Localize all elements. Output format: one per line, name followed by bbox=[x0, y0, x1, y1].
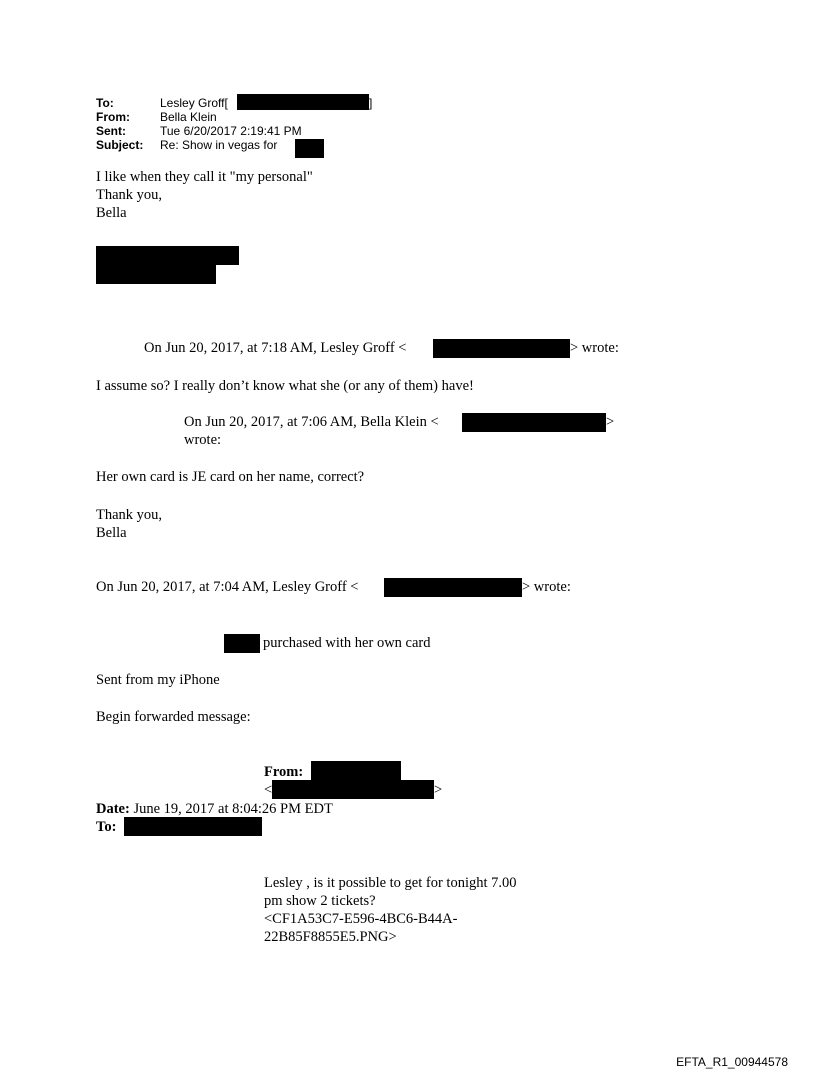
subject-label: Subject: bbox=[96, 138, 144, 152]
reply-signature: Bella bbox=[96, 205, 127, 221]
to-close-bracket: ] bbox=[369, 96, 373, 110]
quote-signature: Thank you, bbox=[96, 507, 163, 523]
from-value: Bella Klein bbox=[160, 110, 217, 124]
sent-from-line: Sent from my iPhone bbox=[96, 672, 220, 688]
quote-header: On Jun 20, 2017, at 7:04 AM, Lesley Groff < bbox=[96, 579, 359, 595]
forwarded-from-gt: > bbox=[434, 782, 443, 798]
sent-label: Sent: bbox=[96, 124, 126, 138]
bates-number: EFTA_R1_00944578 bbox=[676, 1055, 788, 1069]
to-label: To: bbox=[96, 96, 114, 110]
quote-body: I assume so? I really don’t know what she (or any of them) have! bbox=[96, 378, 474, 394]
redaction-box bbox=[224, 634, 260, 653]
redaction-box bbox=[96, 265, 216, 284]
reply-line: Thank you, bbox=[96, 187, 163, 203]
redaction-box bbox=[462, 413, 606, 432]
quote-signature: Bella bbox=[96, 525, 127, 541]
forwarded-body-line: 22B85F8855E5.PNG> bbox=[264, 929, 397, 945]
reply-line: I like when they call it "my personal" bbox=[96, 169, 313, 185]
forwarded-from-lt: < bbox=[264, 782, 273, 798]
redaction-box bbox=[295, 139, 324, 158]
subject-value: Re: Show in vegas for bbox=[160, 138, 278, 152]
quote-header-end: > bbox=[606, 414, 615, 430]
redaction-box bbox=[124, 817, 262, 836]
redaction-box bbox=[384, 578, 522, 597]
begin-forwarded-line: Begin forwarded message: bbox=[96, 709, 251, 725]
forwarded-date bbox=[96, 800, 333, 818]
forwarded-from-label: From: bbox=[264, 764, 304, 780]
sent-value: Tue 6/20/2017 2:19:41 PM bbox=[160, 124, 302, 138]
quote-body: purchased with her own card bbox=[263, 635, 431, 651]
redaction-box bbox=[272, 780, 434, 799]
quote-header: On Jun 20, 2017, at 7:18 AM, Lesley Groff < bbox=[144, 340, 407, 356]
forwarded-to-label: To: bbox=[96, 819, 117, 835]
quote-header-end: > wrote: bbox=[522, 579, 571, 595]
quote-body: Her own card is JE card on her name, correct? bbox=[96, 469, 365, 485]
redaction-box bbox=[433, 339, 570, 358]
forwarded-date-label: Date: bbox=[96, 801, 130, 817]
redaction-box bbox=[311, 761, 401, 780]
to-value: Lesley Groff[ bbox=[160, 96, 228, 110]
forwarded-body-line: Lesley , is it possible to get for tonight 7.00 bbox=[264, 875, 517, 891]
quote-header-wrote: wrote: bbox=[184, 432, 222, 448]
quote-header-end: > wrote: bbox=[570, 340, 619, 356]
redaction-box bbox=[96, 246, 239, 265]
forwarded-date-value: June 19, 2017 at 8:04:26 PM EDT bbox=[129, 801, 333, 817]
redaction-box bbox=[237, 94, 369, 110]
from-label: From: bbox=[96, 110, 130, 124]
quote-header: On Jun 20, 2017, at 7:06 AM, Bella Klein < bbox=[184, 414, 439, 430]
forwarded-body-line: <CF1A53C7-E596-4BC6-B44A- bbox=[264, 911, 458, 927]
forwarded-body-line: pm show 2 tickets? bbox=[264, 893, 376, 909]
